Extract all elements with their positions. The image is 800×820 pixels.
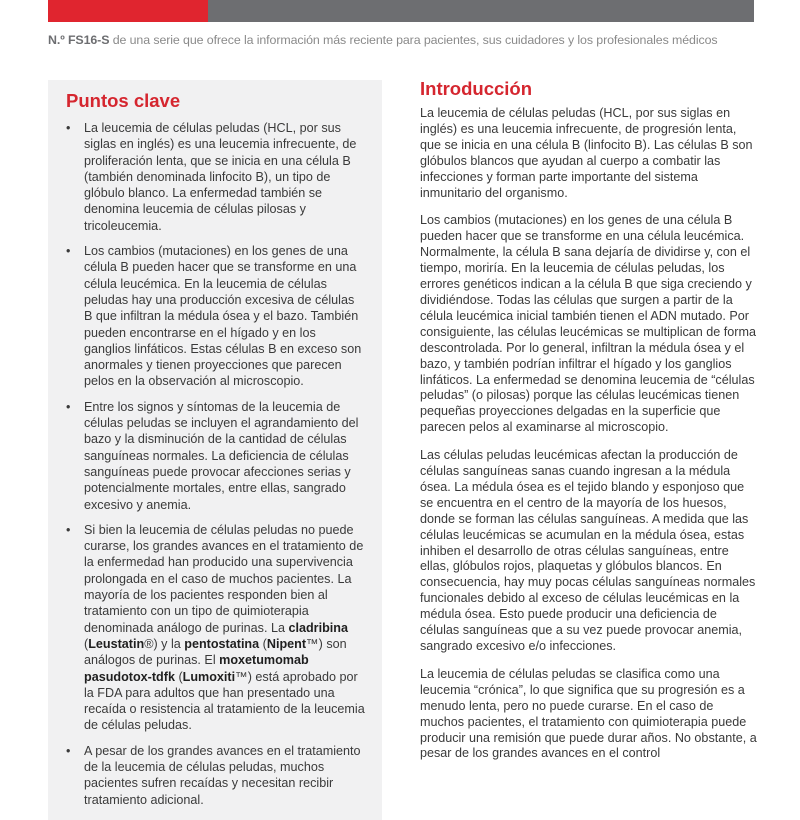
key-points-title: Puntos clave (66, 90, 181, 111)
key-point-item (66, 243, 366, 390)
key-point-item (66, 399, 366, 513)
drug-brand-nipent: Nipent (266, 636, 307, 651)
key-point-text (84, 523, 365, 733)
drug-brand-lumoxiti: Lumoxiti (182, 669, 236, 684)
series-code: N.º FS16-S (48, 33, 110, 47)
text-run: ( (84, 636, 89, 651)
bullet-icon: • (66, 121, 71, 135)
key-point-item (66, 743, 366, 808)
bullet-icon: • (66, 399, 71, 414)
key-point-item (66, 522, 366, 734)
bullet-icon: • (66, 244, 71, 259)
bullet-icon: • (66, 522, 71, 537)
drug-name-pentostatina: pentostatina (184, 636, 260, 651)
text-run: ™) son análogos de purinas. El (84, 636, 347, 668)
bullet-icon: • (66, 743, 71, 758)
intro-paragraph: Los cambios (mutaciones) en los genes de una célula B pueden hacer que se transforme en una célula leucémica. Normalmente, la célula B sana dejaría de dividirse y, con el tiempo, moriría. En la leucemia de células peludas, los errores genéticos indican a la célula B que siga creciendo y dividiéndose. Todas las células que surgen a partir de la célula leucémica inicial también tienen el ADN mutado. Por consiguiente, las células leucémicas se multiplican de forma descontrolada. Por lo general, infiltran la médula ósea y el bazo, y también podrían infiltrar el hígado y los ganglios linfáticos. La enfermedad se denomina leucemia de “células peludas” (o pilosas) porque las células leucémicas tienen pequeñas proyecciones delgadas en la superficie que parecen pelos al examinarse al microscopio. (420, 213, 756, 435)
key-point-text: Los cambios (mutaciones) en los genes de una célula B pueden hacer que se transforme en una célula leucémica. En la leucemia de células peludas hay una producción excesiva de células B que infiltran la médula ósea y el bazo. También pueden encontrarse en el hígado y en los ganglios linfáticos. Estas células B en exceso son anormales y tienen proyecciones que parecen pelos en la observación al microscopio. (84, 244, 362, 389)
text-run: ™) está aprobado por la FDA para adultos que han presentado una recaída o resistencia al tratamiento de la leucemia de células peludas. (84, 669, 365, 733)
key-point-text: La leucemia de células peludas (HCL, por sus siglas en inglés) es una leucemia infrecuente, de proliferación lenta, que se inicia en una célula B (también denominada linfocito B), un tipo de glóbulo blanco. La enfermedad también se denomina leucemia de células pilosas y tricoleucemia. (84, 121, 357, 233)
series-description: de una serie que ofrece la información más reciente para pacientes, sus cuidadores y los profesionales médicos (109, 33, 718, 47)
drug-brand-leustatin: Leustatin (88, 636, 145, 651)
text-run: ®) y la (144, 636, 185, 651)
key-point-text: A pesar de los grandes avances en el tratamiento de la leucemia de células peludas, muchos pacientes sufren recaídas y necesitan recibir tratamiento adicional. (84, 743, 361, 807)
key-points-panel (48, 80, 382, 820)
intro-paragraph: La leucemia de células peludas se clasifica como una leucemia “crónica”, lo que significa que su progresión es a menudo lenta, pero no puede curarse. En el caso de muchos pacientes, el tratamiento con quimioterapia puede producir una remisión que puede durar años. No obstante, a pesar de los grandes avances en el control (420, 666, 757, 761)
drug-name-moxetumomab: moxetumomab pasudotox-tdfk (84, 653, 309, 684)
drug-name-cladribina: cladribina (288, 620, 348, 635)
text-run: ( (259, 636, 267, 651)
series-line (48, 33, 768, 47)
key-point-text: Entre los signos y síntomas de la leucemia de células peludas se incluyen el agrandamiento del bazo y la disminución de la cantidad de células sanguíneas normales. La deficiencia de células sanguíneas puede provocar afecciones serias y potencialmente mortales, entre ellas, sangrado excesivo y anemia. (84, 399, 359, 512)
text-run: ( (174, 669, 183, 684)
introduction-title: Introducción (420, 78, 533, 99)
key-points-list (66, 120, 366, 817)
header-red-bar (48, 0, 208, 22)
header-gray-bar (208, 0, 754, 22)
key-point-item (66, 120, 366, 234)
text-run: Si bien la leucemia de células peludas no puede curarse, los grandes avances en el tratamiento de la enfermedad han producido una supervivencia prolongada en el caso de muchos pacientes. La mayoría de los pacientes responden bien al tratamiento con un tipo de quimioterapia denominada análogo de purinas. La (84, 522, 364, 635)
introduction-section (420, 78, 758, 774)
intro-paragraph: Las células peludas leucémicas afectan la producción de células sanguíneas sanas cuando ingresan a la médula ósea. La médula ósea es el tejido blando y esponjoso que se encuentra en el centro de la mayoría de los huesos, donde se forman las células sanguíneas. A medida que las células leucémicas se acumulan en la médula ósea, estas inhiben el desarrollo de otras células sanguíneas, entre ellas, glóbulos rojos, plaquetas y glóbulos blancos. En consecuencia, hay muy pocas células sanguíneas normales funcionales debido al exceso de células leucémicas en la médula ósea. Esto puede producir una deficiencia de células sanguíneas que a su vez puede provocar anemia, sangrado excesivo e/o infecciones. (420, 448, 756, 653)
intro-paragraph: La leucemia de células peludas (HCL, por sus siglas en inglés) es una leucemia infrecuente, de progresión lenta, que se inicia en una célula B (linfocito B). Las células B son glóbulos blancos que ayudan al cuerpo a combatir las infecciones y forman parte importante del sistema inmunitario del organismo. (420, 106, 753, 200)
